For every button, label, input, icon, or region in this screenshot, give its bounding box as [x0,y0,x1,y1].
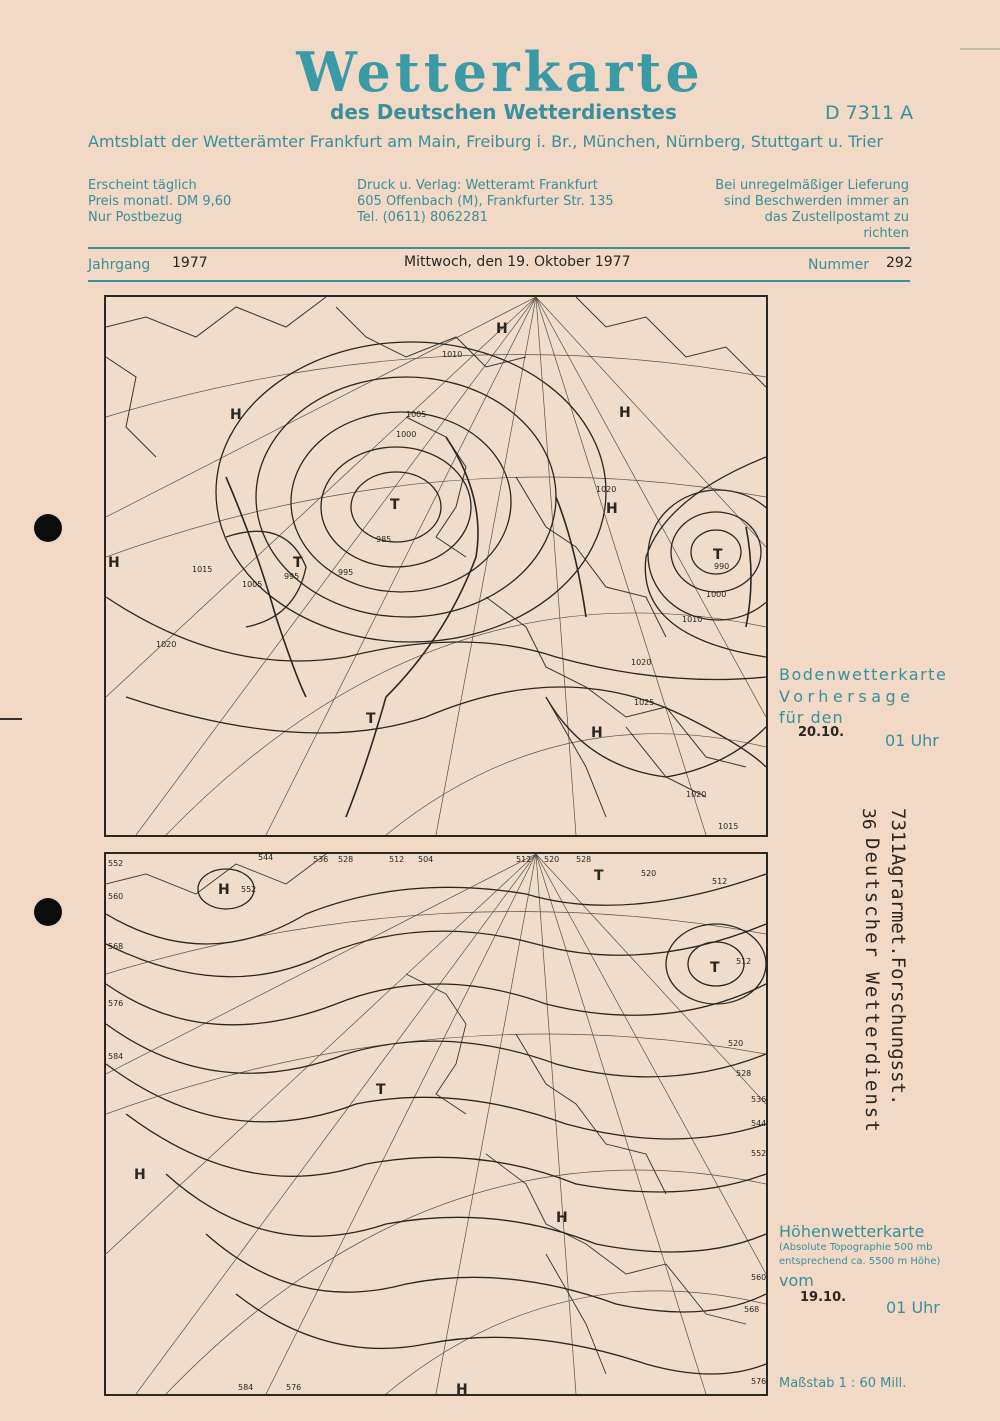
info-line: das Zustellpostamt zu richten [764,210,909,241]
low-east-symbol: T [713,547,723,563]
isobar-label: 995 [338,568,354,577]
header-rule-bottom [88,280,910,282]
contour-label: 520 [728,1039,744,1048]
contour-label: 512 [516,855,532,864]
isobar-label: 1020 [596,485,617,494]
jahrgang-value: 1977 [172,255,208,271]
isobar-label: 1020 [631,658,652,667]
contour-label: 520 [641,869,657,878]
contour-label: 528 [736,1069,752,1078]
map-scale: Maßstab 1 : 60 Mill. [779,1376,907,1391]
contour-label: 560 [108,892,124,901]
library-stamp [845,808,945,1148]
contour-label: 544 [258,854,274,862]
isobar-label: 1015 [718,822,739,831]
upper-caption-height: entsprechend ca. 5500 m Höhe) [779,1256,941,1267]
publication-code: D 7311 A [825,102,914,124]
surface-caption-for: für den [779,708,844,727]
isobar-label: 1000 [396,430,417,439]
contour-label: 576 [751,1377,766,1386]
low-west-value: 995 [284,572,300,581]
contour-label: 552 [751,1149,766,1158]
contour-label: 536 [313,855,329,864]
contour-label: 512 [389,855,405,864]
graticule [106,854,766,1394]
high-bottom-symbol: H [456,1382,468,1394]
stamp-line-agrarmet: 7311Agrarmet.Forschungsst. [887,808,909,1106]
contour-label: 544 [751,1119,766,1128]
high-west-symbol: H [108,555,120,571]
info-line: Tel. (0611) 8062281 [357,210,488,225]
isobar-label: 1010 [442,350,463,359]
contour-label: 528 [338,855,354,864]
page-title: Wetterkarte [296,40,704,104]
upper-caption-title: Höhenwetterkarte [779,1222,925,1241]
low-south-symbol: T [366,711,376,727]
high-med-symbol: H [556,1210,568,1226]
surface-time: 01 Uhr [885,731,939,750]
isobar-label: 1005 [242,580,263,589]
height-contours [106,869,766,1374]
fold-mark [960,48,1000,50]
high-nw-symbol: H [218,882,230,898]
surface-caption-type: Vorhersage [779,687,915,706]
upper-air-map [104,852,768,1396]
contour-label: 576 [108,999,124,1008]
info-line: Bei unregelmäßiger Lieferung [715,178,909,193]
low-main-value: 985 [376,535,392,544]
info-line: Druck u. Verlag: Wetteramt Frankfurt [357,178,598,193]
issue-date: Mittwoch, den 19. Oktober 1977 [404,254,631,270]
low-north-symbol: T [594,868,604,884]
upper-date: 19.10. [800,1290,847,1305]
upper-time: 01 Uhr [886,1298,940,1317]
surface-map-drawing [106,297,766,835]
contour-label: 520 [544,855,560,864]
header-rule-top [88,247,910,249]
isobar-label: 1005 [406,410,427,419]
amtsblatt-line: Amtsblatt der Wetterämter Frankfurt am Main, Freiburg i. Br., München, Nürnberg, Stuttgart u. Trier [88,132,883,151]
punch-hole [34,898,62,926]
high-nw-symbol: H [230,407,242,423]
contour-label: 504 [418,855,434,864]
jahrgang-label: Jahrgang [88,257,151,273]
high-med-symbol: H [591,725,603,741]
contour-label: 528 [576,855,592,864]
contour-label: 568 [108,942,124,951]
contour-label: 568 [744,1305,760,1314]
info-line: Erscheint täglich [88,178,197,193]
isobar-label: 1010 [682,615,703,624]
page-subtitle: des Deutschen Wetterdienstes [330,100,677,124]
info-line: Nur Postbezug [88,210,183,225]
surface-caption-title: Bodenwetterkarte [779,665,948,684]
high-ne-symbol: H [619,405,631,421]
coastlines [106,297,766,817]
nummer-value: 292 [886,255,913,271]
info-line: 605 Offenbach (M), Frankfurter Str. 135 [357,194,614,209]
upper-map-drawing [106,854,766,1394]
low-ne-value: 512 [736,957,752,966]
contour-label: 584 [238,1383,254,1392]
contour-label: 584 [108,1052,124,1061]
surface-weather-map [104,295,768,837]
isobar-label: 1020 [156,640,177,649]
high-nw-value: 552 [241,885,257,894]
info-publisher [357,178,614,226]
high-north-symbol: H [496,321,508,337]
isobar-label: 1000 [706,590,727,599]
nummer-label: Nummer [808,257,869,273]
contour-label: 576 [286,1383,302,1392]
stamp-line-dwd: Deutscher Wetterdienst [861,838,883,1134]
fold-mark [0,718,22,720]
fronts [226,437,751,817]
height-centers [134,868,751,1394]
high-west-symbol: H [134,1167,146,1183]
isobar-label: 1020 [686,790,707,799]
low-center-symbol: T [376,1082,386,1098]
info-line: sind Beschwerden immer an [723,194,909,209]
info-subscription [88,178,231,226]
low-ne-symbol: T [710,960,720,976]
info-delivery [715,178,909,242]
stamp-number: 36 [858,808,879,830]
upper-caption-from: vom [779,1271,814,1290]
contour-label: 536 [751,1095,766,1104]
upper-caption-topography: (Absolute Topographie 500 mb [779,1242,933,1253]
low-west-symbol: T [293,555,303,571]
contour-label: 512 [712,877,728,886]
surface-date: 20.10. [798,725,845,740]
high-ne2-symbol: H [606,501,618,517]
contour-label: 560 [751,1273,766,1282]
low-main-symbol: T [390,497,400,513]
isobar-label: 1025 [634,698,655,707]
isobar-label: 1015 [192,565,213,574]
info-line: Preis monatl. DM 9,60 [88,194,232,209]
low-east-value: 990 [714,562,730,571]
punch-hole [34,514,62,542]
contour-label: 552 [108,859,124,868]
